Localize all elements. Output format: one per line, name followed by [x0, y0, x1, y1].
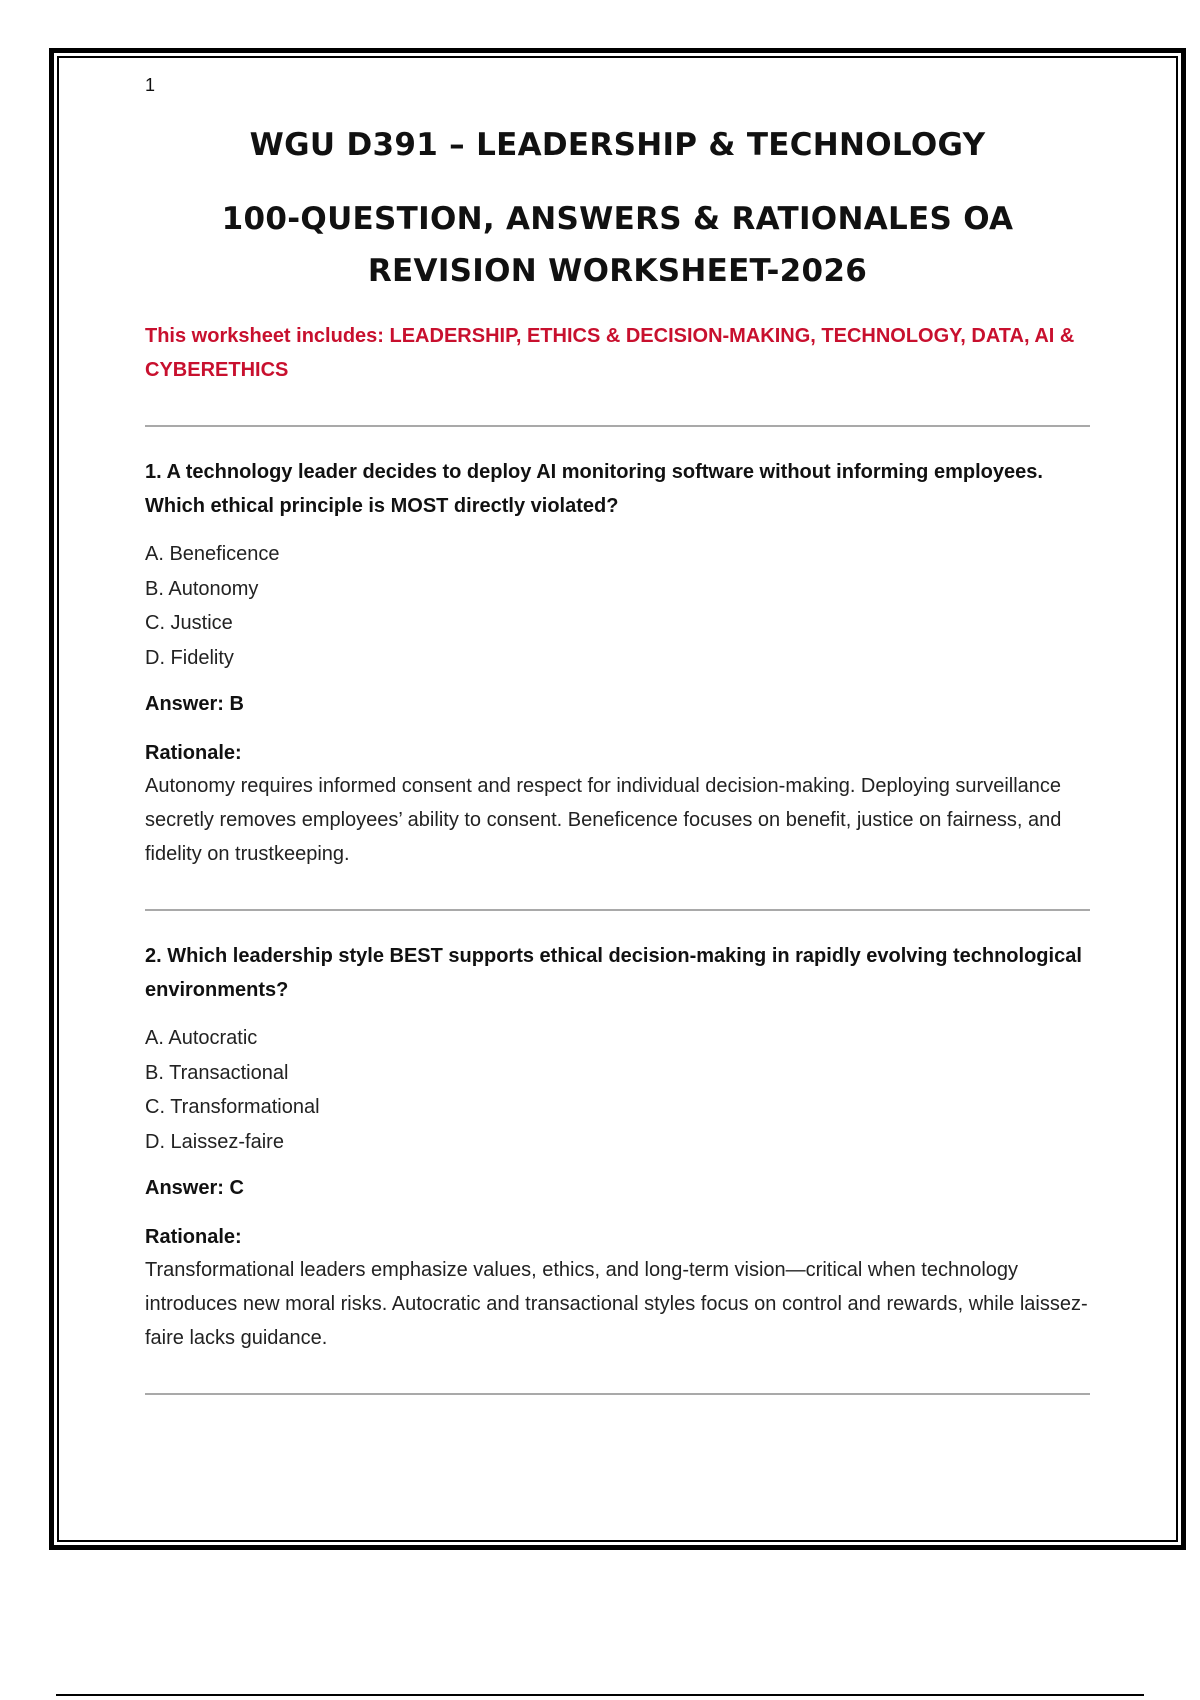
rationale-text: Transformational leaders emphasize values, ethics, and long-term vision—critical when technology introduces new moral risks. Autocratic and transactional styles focus on control and rewards, while laissez-faire lacks guidance. — [145, 1259, 1088, 1349]
page-number: 1 — [145, 75, 156, 95]
answer-key: Answer: C — [145, 1177, 244, 1199]
option-item: B. Autonomy — [145, 577, 259, 600]
page-bottom-rule — [56, 1694, 1144, 1696]
answer-key: Answer: B — [145, 693, 244, 715]
question-block-2 — [145, 939, 1090, 1355]
answer-options — [145, 537, 1090, 675]
option-item: C. Justice — [145, 612, 233, 634]
rationale-label: Rationale: — [145, 1226, 242, 1248]
option-item: A. Autocratic — [145, 1027, 258, 1049]
document-content — [145, 75, 1090, 1423]
question-text: 1. A technology leader decides to deploy AI monitoring software without informing employees. Which ethical principle is MOST directly violated? — [145, 461, 1043, 517]
section-divider — [145, 909, 1090, 911]
option-item: A. Beneficence — [145, 543, 280, 565]
option-item: B. Transactional — [145, 1061, 289, 1084]
rationale-label: Rationale: — [145, 742, 242, 764]
option-item: D. Laissez-faire — [145, 1130, 284, 1153]
section-divider — [145, 1393, 1090, 1395]
question-block-1 — [145, 455, 1090, 871]
answer-options — [145, 1021, 1090, 1159]
option-item: D. Fidelity — [145, 646, 234, 669]
rationale-text: Autonomy requires informed consent and respect for individual decision-making. Deploying surveillance secretly removes employees’ ability to consent. Beneficence focuses on benefit, justice on fairness, and fidelity on trustkeeping. — [145, 775, 1062, 865]
document-subtitle-line-2: REVISION WORKSHEET-2026 — [367, 253, 868, 289]
question-text: 2. Which leadership style BEST supports ethical decision-making in rapidly evolving technological environments? — [145, 945, 1082, 1001]
option-item: C. Transformational — [145, 1096, 320, 1118]
section-divider — [145, 425, 1090, 427]
worksheet-intro: This worksheet includes: LEADERSHIP, ETHICS & DECISION-MAKING, TECHNOLOGY, DATA, AI & CYBERETHICS — [145, 325, 1075, 381]
document-title: WGU D391 – LEADERSHIP & TECHNOLOGY — [249, 127, 986, 163]
document-subtitle-line-1: 100-QUESTION, ANSWERS & RATIONALES OA — [221, 201, 1014, 237]
